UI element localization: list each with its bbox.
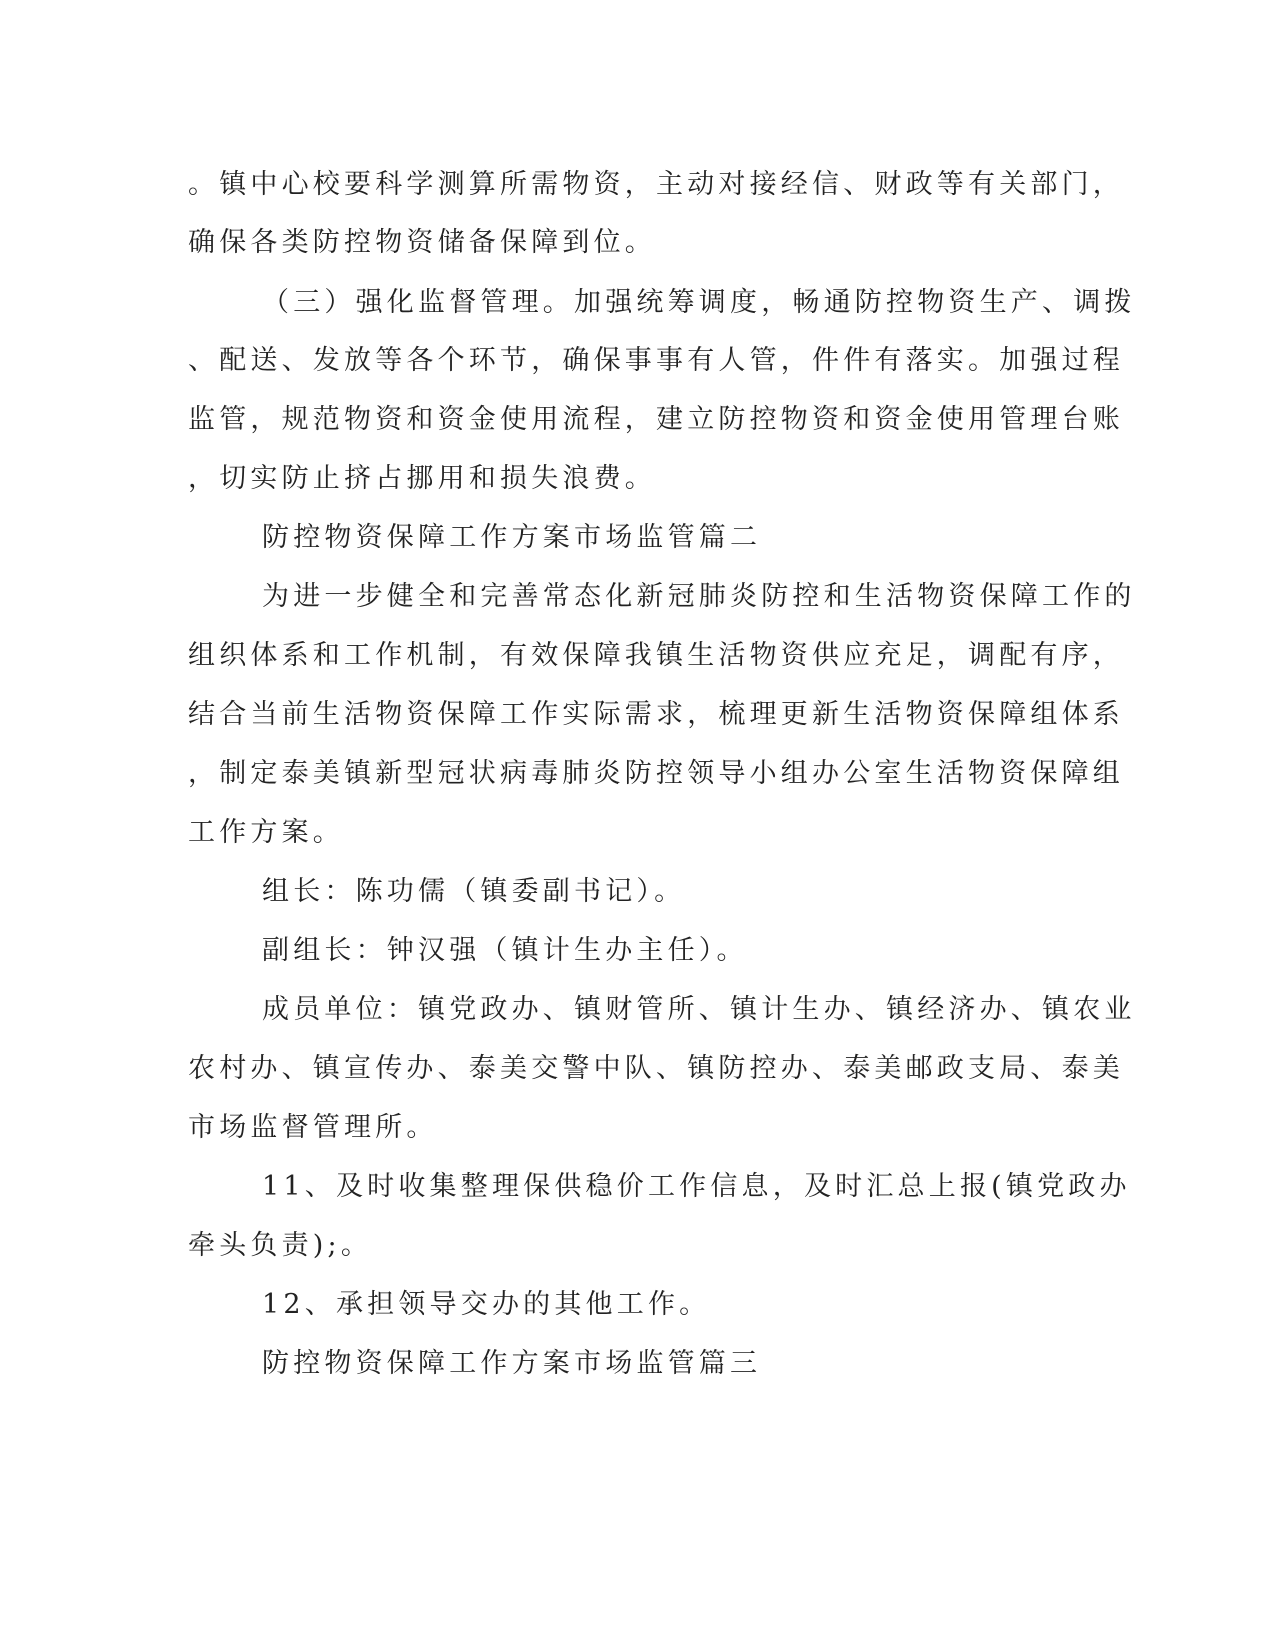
text-line: 结合当前生活物资保障工作实际需求，梳理更新生活物资保障组体系: [188, 699, 1124, 730]
list-item: 12、承担领导交办的其他工作。: [262, 1289, 711, 1320]
text-line: ，切实防止挤占挪用和损失浪费。: [188, 463, 656, 494]
text-line: 监管，规范物资和资金使用流程，建立防控物资和资金使用管理台账: [188, 404, 1124, 435]
list-item: 11、及时收集整理保供稳价工作信息，及时汇总上报(镇党政办: [262, 1171, 1131, 1202]
text-line: 确保各类防控物资储备保障到位。: [188, 227, 656, 258]
section-heading: 防控物资保障工作方案市场监管篇二: [262, 522, 762, 553]
paragraph-start-line: （三）强化监督管理。加强统筹调度，畅通防控物资生产、调拨: [262, 287, 1136, 318]
text-line: 工作方案。: [188, 817, 344, 848]
text-line: 组织体系和工作机制，有效保障我镇生活物资供应充足，调配有序，: [188, 640, 1124, 671]
text-line: 、配送、发放等各个环节，确保事事有人管，件件有落实。加强过程: [188, 345, 1124, 376]
paragraph-start-line: 副组长：钟汉强（镇计生办主任）。: [262, 935, 748, 966]
text-line: ，制定泰美镇新型冠状病毒肺炎防控领导小组办公室生活物资保障组: [188, 758, 1124, 789]
paragraph-start-line: 为进一步健全和完善常态化新冠肺炎防控和生活物资保障工作的: [262, 581, 1136, 612]
paragraph-start-line: 组长：陈功儒（镇委副书记）。: [262, 876, 686, 907]
text-line: 牵头负责);。: [188, 1230, 373, 1261]
text-line: 市场监督管理所。: [188, 1112, 438, 1143]
text-line: 农村办、镇宣传办、泰美交警中队、镇防控办、泰美邮政支局、泰美: [188, 1053, 1124, 1084]
paragraph-start-line: 成员单位：镇党政办、镇财管所、镇计生办、镇经济办、镇农业: [262, 994, 1136, 1025]
section-heading: 防控物资保障工作方案市场监管篇三: [262, 1348, 762, 1379]
text-line: 。镇中心校要科学测算所需物资，主动对接经信、财政等有关部门，: [188, 169, 1124, 200]
